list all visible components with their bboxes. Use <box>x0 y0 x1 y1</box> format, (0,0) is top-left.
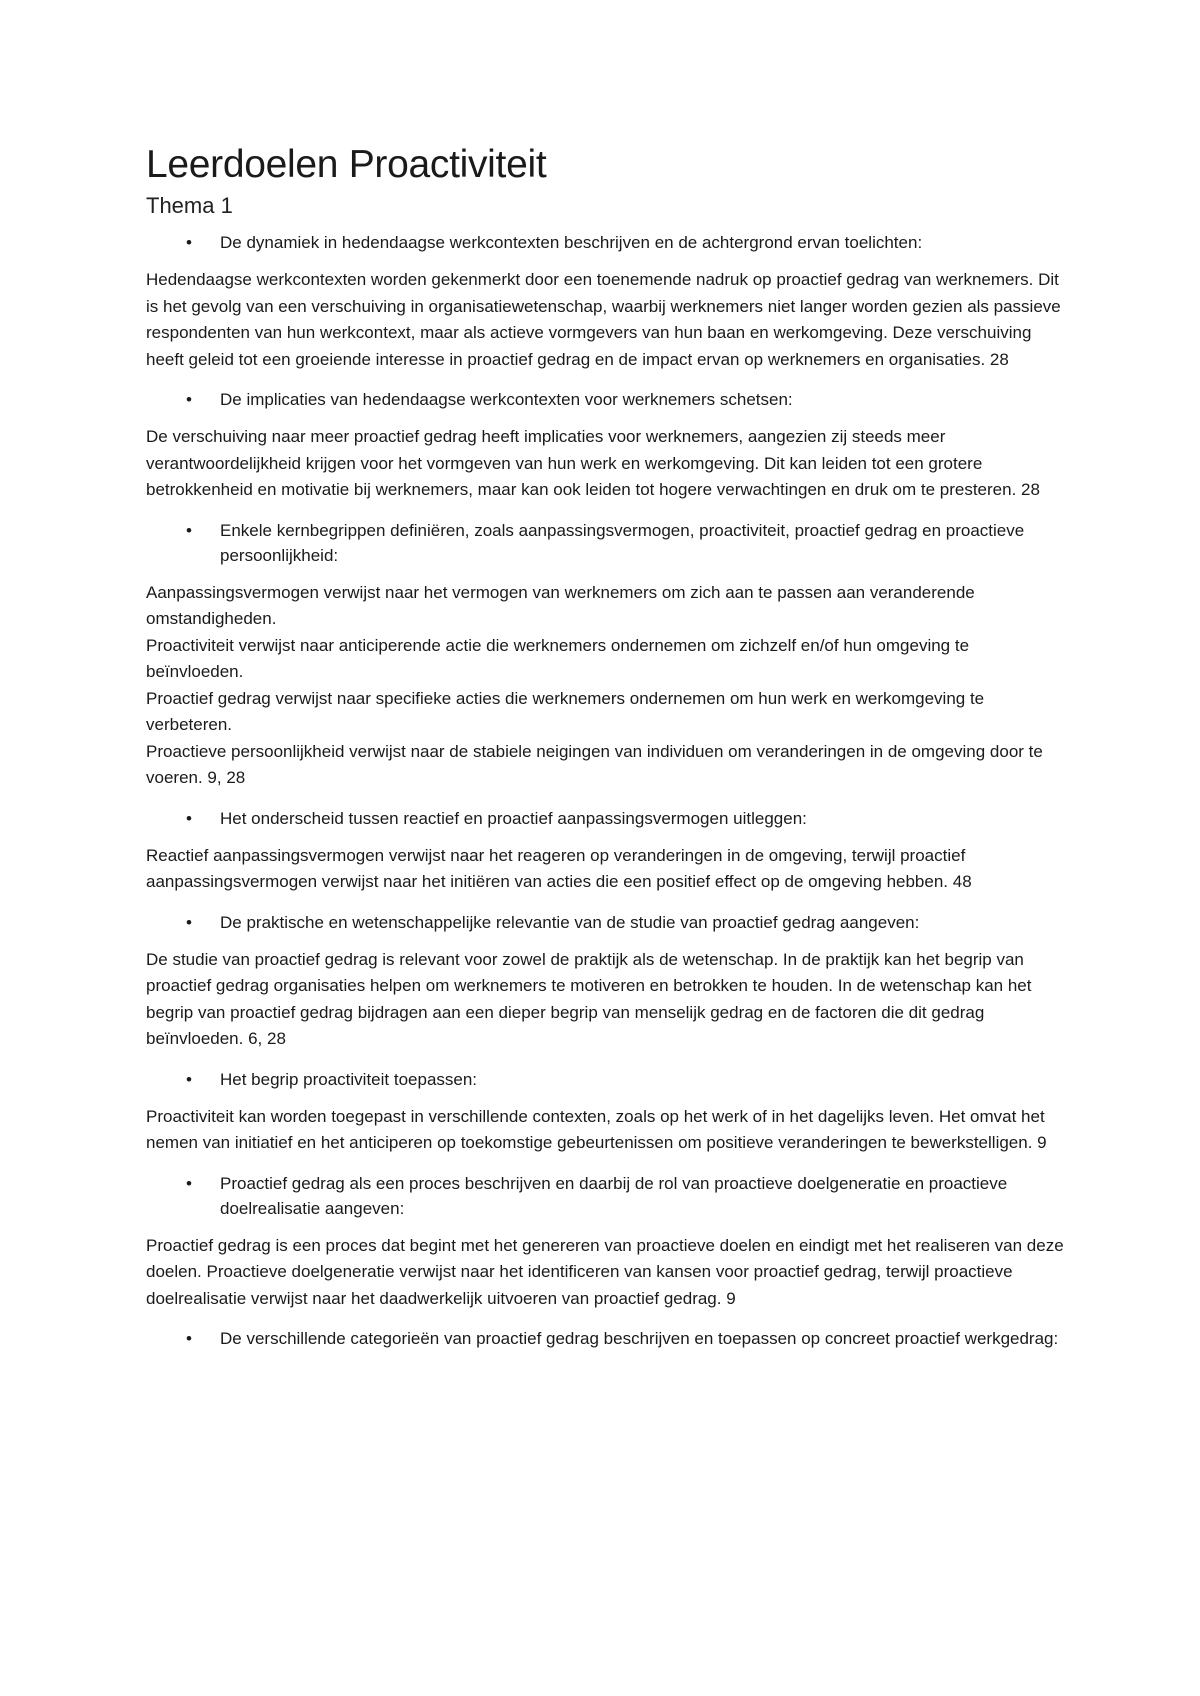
bullet-text: Proactief gedrag als een proces beschrijven en daarbij de rol van proactieve doelgeneratie en proactieve doelrealisatie aangeven: <box>220 1173 1008 1218</box>
bullet-text: De praktische en wetenschappelijke relevantie van de studie van proactief gedrag aangeven: <box>220 912 920 932</box>
paragraph: Proactiviteit kan worden toegepast in verschillende contexten, zoals op het werk of in het dagelijks leven. Het omvat het nemen van initiatief en het anticiperen op toekomstige gebeurtenissen om positieve veranderingen te bewerkstelligen. 9 <box>146 1106 1047 1152</box>
document-page <box>146 142 1066 1363</box>
section-4 <box>146 806 1066 896</box>
bullet-text: De verschillende categorieën van proactief gedrag beschrijven en toepassen op concreet proactief werkgedrag: <box>220 1329 1059 1348</box>
bullet-item <box>146 518 1066 568</box>
section-7 <box>146 1171 1066 1313</box>
bullet-item <box>146 1326 1066 1351</box>
paragraph: De verschuiving naar meer proactief gedrag heeft implicaties voor werknemers, aangezien zij steeds meer verantwoordelijkheid krijgen voor het vormgeven van hun werk en werkomgeving. Dit kan leiden tot een grotere betrokkenheid en motivatie bij werknemers, maar kan ook leiden tot hogere verwachtingen en druk om te presteren. 28 <box>146 427 1040 499</box>
bullet-icon: • <box>186 1069 192 1089</box>
bullet-icon: • <box>186 912 192 932</box>
bullet-item <box>146 230 1066 255</box>
bullet-item <box>146 1067 1066 1092</box>
bullet-item <box>146 806 1066 831</box>
bullet-text: Het onderscheid tussen reactief en proactief aanpassingsvermogen uitleggen: <box>220 808 807 828</box>
bullet-icon: • <box>186 520 192 540</box>
paragraph: Proactief gedrag is een proces dat begint met het genereren van proactieve doelen en eindigt met het realiseren van deze doelen. Proactieve doelgeneratie verwijst naar het identificeren van kansen voor proactief gedrag, terwijl proactieve doelrealisatie verwijst naar het daadwerkelijk uitvoeren van proactief gedrag. 9 <box>146 1235 1064 1308</box>
bullet-item <box>146 387 1066 412</box>
bullet-text: De implicaties van hedendaagse werkcontexten voor werknemers schetsen: <box>220 390 793 409</box>
paragraph: Reactief aanpassingsvermogen verwijst naar het reageren op veranderingen in de omgeving, terwijl proactief aanpassingsvermogen verwijst naar het initiëren van acties die een positief effect op de omgeving hebben. 48 <box>146 845 972 891</box>
section-5 <box>146 910 1066 1053</box>
section-6 <box>146 1067 1066 1157</box>
paragraph: Hedendaagse werkcontexten worden gekenmerkt door een toenemende nadruk op proactief gedrag van werknemers. Dit is het gevolg van een verschuiving in organisatiewetenschap, waarbij werknemers niet langer worden gezien als passieve respondenten van hun werkcontext, maar als actieve vormgevers van hun baan en werkomgeving. Deze verschuiving heeft geleid tot een groeiende interesse in proactief gedrag en de impact ervan op werknemers en organisaties. 28 <box>146 270 1061 369</box>
bullet-icon: • <box>186 808 192 828</box>
document-title: Leerdoelen Proactiviteit <box>146 143 547 186</box>
section-3 <box>146 518 1066 792</box>
section-2 <box>146 387 1066 504</box>
bullet-icon: • <box>186 1173 192 1193</box>
bullet-item <box>146 910 1066 935</box>
bullet-item <box>146 1171 1066 1221</box>
bullet-icon: • <box>186 1329 192 1348</box>
bullet-text: Het begrip proactiviteit toepassen: <box>220 1069 478 1089</box>
document-subtitle: Thema 1 <box>146 193 233 218</box>
bullet-text: De dynamiek in hedendaagse werkcontexten beschrijven en de achtergrond ervan toelichten: <box>220 233 923 252</box>
paragraph: De studie van proactief gedrag is relevant voor zowel de praktijk als de wetenschap. In de praktijk kan het begrip van proactief gedrag organisaties helpen om werknemers te motiveren en betrokken te houden. In de wetenschap kan het begrip van proactief gedrag bijdragen aan een dieper begrip van menselijk gedrag en de factoren die dit gedrag beïnvloeden. 6, 28 <box>146 949 1032 1048</box>
section-8 <box>146 1326 1066 1351</box>
bullet-text: Enkele kernbegrippen definiëren, zoals aanpassingsvermogen, proactiviteit, proactief gedrag en proactieve persoonlijkheid: <box>220 520 1025 565</box>
bullet-icon: • <box>186 233 192 252</box>
paragraph: Aanpassingsvermogen verwijst naar het vermogen van werknemers om zich aan te passen aan veranderende omstandigheden. Proactiviteit verwijst naar anticiperende actie die werknemers ondernemen om zichzelf en/of hun omgeving te beïnvloeden. Proactief gedrag verwijst naar specifieke acties die werknemers ondernemen om hun werk en werkomgeving te verbeteren. Proactieve persoonlijkheid verwijst naar de stabiele neigingen van individuen om veranderingen in de omgeving door te voeren. 9, 28 <box>146 582 1043 787</box>
bullet-icon: • <box>186 390 192 409</box>
section-1 <box>146 230 1066 373</box>
